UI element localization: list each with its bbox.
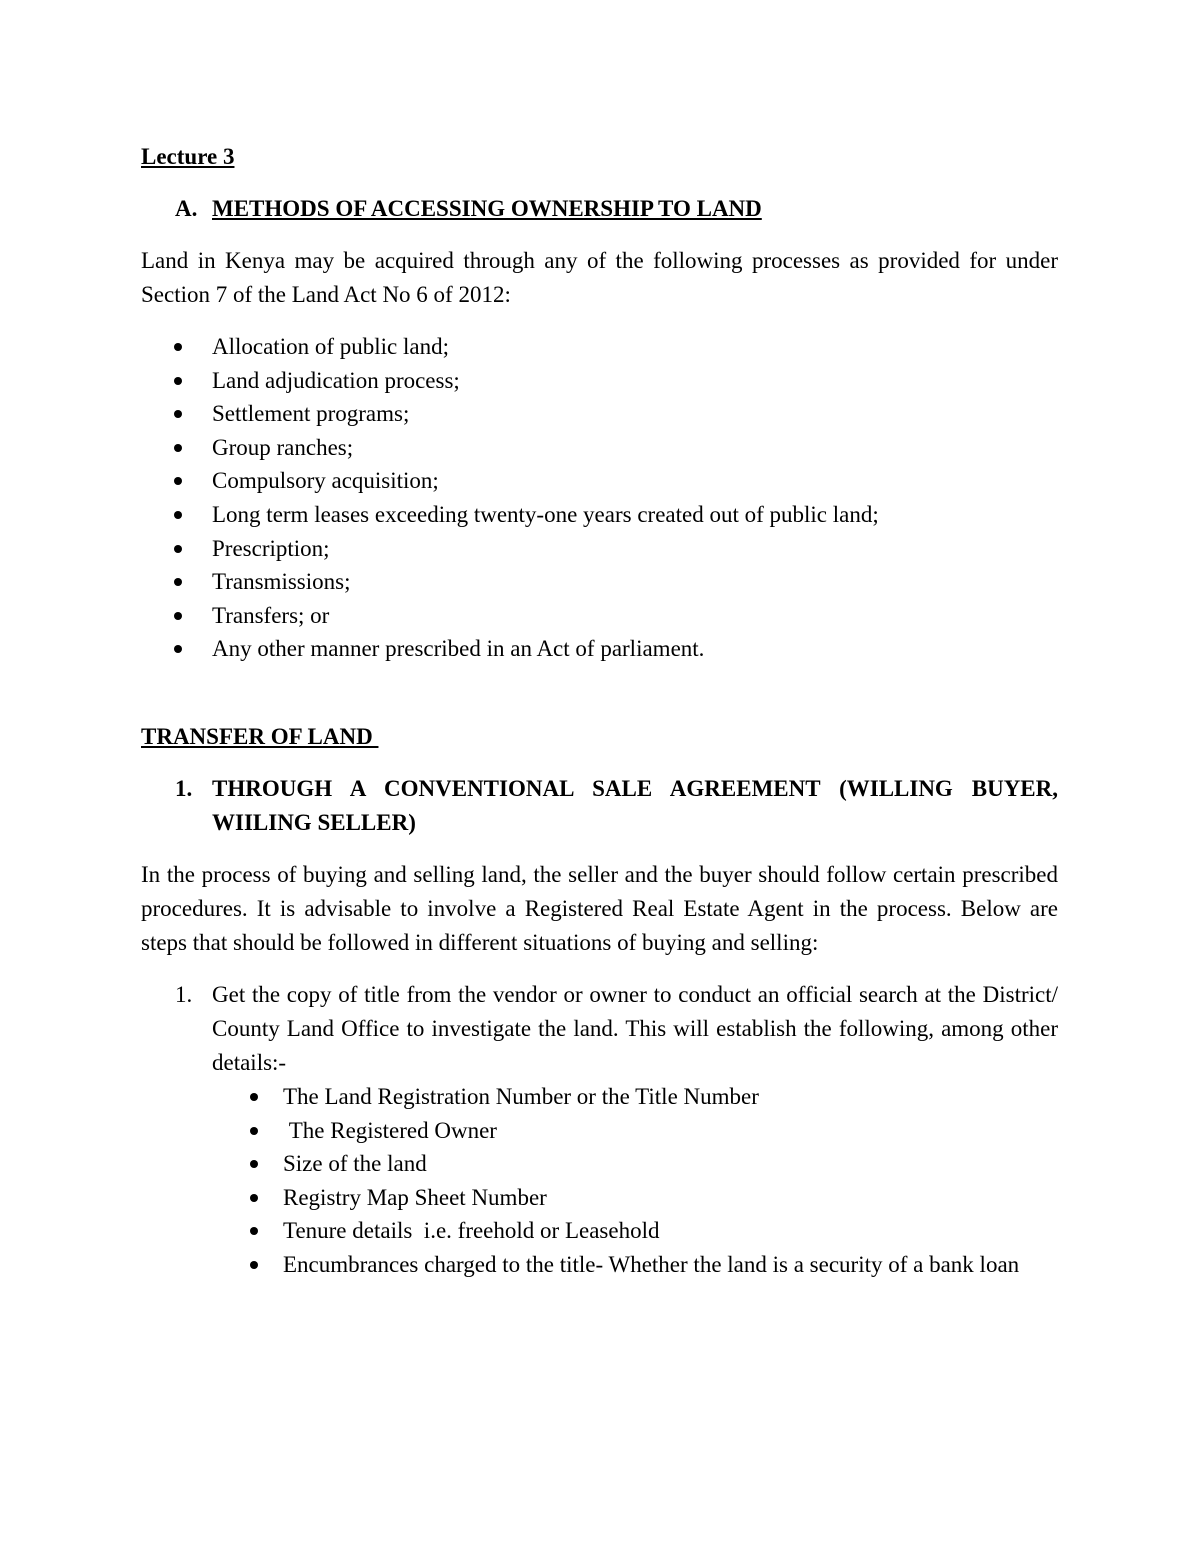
bullet-icon (174, 377, 182, 385)
bullet-icon (174, 343, 182, 351)
list-item: Compulsory acquisition; (141, 464, 1058, 498)
list-item: Settlement programs; (141, 397, 1058, 431)
bullet-icon (174, 511, 182, 519)
list-item: Encumbrances charged to the title- Whether the land is a security of a bank loan (212, 1248, 1058, 1282)
list-item: Transfers; or (141, 599, 1058, 633)
step-number: 1. (175, 981, 193, 1007)
intro-paragraph: Land in Kenya may be acquired through any of the following processes as provided for under Section 7 of the Land Act No 6 of 2012: (141, 248, 1058, 307)
bullet-icon (250, 1194, 258, 1202)
section-a-marker: A. (175, 196, 198, 221)
bullet-icon (250, 1261, 258, 1269)
step-body (212, 978, 1058, 1282)
subheading-number: 1. (175, 775, 193, 801)
subheading-text: THROUGH A CONVENTIONAL SALE AGREEMENT (WILLING BUYER, WIILING SELLER) (212, 775, 1058, 835)
bullet-icon (174, 477, 182, 485)
steps-list (141, 978, 1058, 1282)
bullet-icon (174, 444, 182, 452)
document-page (141, 140, 1058, 1282)
bullet-icon (250, 1093, 258, 1101)
step-text: Get the copy of title from the vendor or owner to conduct an official search at the District/ County Land Office to investigate the land. This will establish the following, among other details:- (212, 981, 1058, 1075)
list-item: Group ranches; (141, 431, 1058, 465)
sale-agreement-heading (141, 772, 1058, 840)
methods-list (141, 330, 1058, 666)
transfer-heading: TRANSFER OF LAND (141, 723, 379, 749)
list-item: Allocation of public land; (141, 330, 1058, 364)
bullet-icon (174, 545, 182, 553)
bullet-icon (174, 410, 182, 418)
bullet-icon (174, 578, 182, 586)
list-item: Land adjudication process; (141, 364, 1058, 398)
section-a-title: METHODS OF ACCESSING OWNERSHIP TO LAND (212, 196, 762, 221)
bullet-icon (250, 1227, 258, 1235)
list-item: Size of the land (212, 1147, 1058, 1181)
list-item: Tenure details i.e. freehold or Leasehold (212, 1214, 1058, 1248)
bullet-icon (174, 645, 182, 653)
bullet-icon (250, 1160, 258, 1168)
list-item: Registry Map Sheet Number (212, 1181, 1058, 1215)
list-item: The Registered Owner (212, 1114, 1058, 1148)
section-a-heading (141, 192, 1058, 226)
lecture-title: Lecture 3 (141, 144, 235, 169)
details-list (212, 1080, 1058, 1282)
list-item: Transmissions; (141, 565, 1058, 599)
bullet-icon (174, 612, 182, 620)
bullet-icon (250, 1127, 258, 1135)
list-item: Long term leases exceeding twenty-one years created out of public land; (141, 498, 1058, 532)
list-item: Prescription; (141, 532, 1058, 566)
process-paragraph: In the process of buying and selling land, the seller and the buyer should follow certain prescribed procedures. It is advisable to involve a Registered Real Estate Agent in the process. Below are steps that should be followed in different situations of buying and selling: (141, 861, 1058, 955)
list-item: Any other manner prescribed in an Act of parliament. (141, 632, 1058, 666)
step-item (141, 978, 1058, 1282)
list-item: The Land Registration Number or the Title Number (212, 1080, 1058, 1114)
